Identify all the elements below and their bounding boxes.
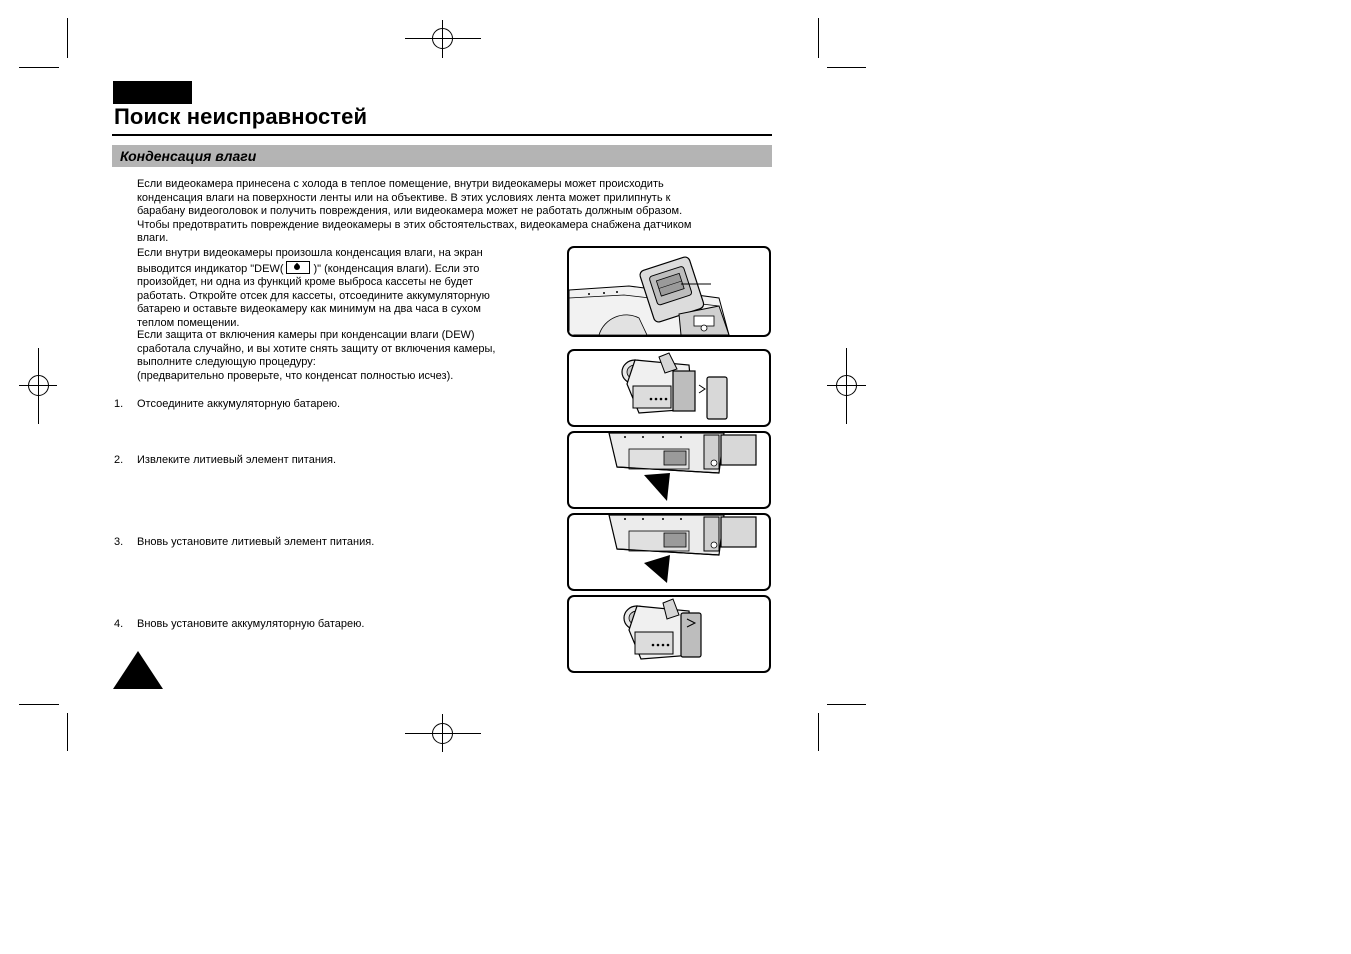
dew-paragraph: [137, 247, 490, 331]
text-line: работать. Откройте отсек для кассеты, отсоедините аккумуляторную: [137, 289, 490, 302]
lithium-battery-compartment-illustration: [567, 431, 771, 509]
text-fragment: выводится индикатор "DEW(: [137, 262, 284, 275]
step-text: Извлеките литиевый элемент питания.: [137, 454, 337, 466]
step-number: 2.: [114, 454, 124, 466]
camcorder-display-illustration: [567, 246, 771, 337]
step-number: 3.: [114, 536, 124, 548]
crop-mark: [19, 67, 59, 68]
text-line: (предварительно проверьте, что конденсат полностью исчез).: [137, 369, 454, 382]
page-title: Поиск неисправностей: [114, 104, 368, 129]
crop-mark: [827, 704, 866, 705]
text-fragment: )" (конденсация влаги). Если это: [313, 262, 480, 275]
crop-mark: [818, 713, 819, 751]
step-number: 4.: [114, 618, 124, 630]
page-corner-marker: [113, 651, 163, 689]
battery-install-illustration: [567, 595, 771, 673]
step-number: 1.: [114, 398, 124, 410]
text-line: конденсация влаги на поверхности ленты или на объективе. В этих условиях лента может прилипнуть к: [137, 191, 671, 204]
dew-drop-icon: [286, 261, 310, 274]
text-line: произойдет, ни одна из функций кроме выброса кассеты не будет: [137, 276, 473, 289]
text-line: Чтобы предотвратить повреждение видеокамеры в этих обстоятельствах, видеокамера снабжена датчиком: [137, 218, 692, 231]
protect-paragraph: [137, 329, 495, 383]
text-line: теплом помещении.: [137, 316, 240, 329]
crop-mark: [67, 18, 68, 58]
crop-mark: [19, 704, 59, 705]
text-line: [137, 261, 490, 277]
text-line: сработала случайно, и вы хотите снять защиту от включения камеры,: [137, 342, 496, 355]
text-line: выполните следующую процедуру:: [137, 356, 316, 369]
step-text: Вновь установите аккумуляторную батарею.: [137, 618, 365, 630]
section-header: [112, 145, 772, 167]
crop-mark: [67, 713, 68, 751]
text-line: барабану видеоголовок и получить повреждения, или видеокамера может не работать должным образом.: [137, 205, 683, 218]
language-tab: [113, 81, 192, 104]
text-line: батарею и оставьте видеокамеру как минимум на два часа в сухом: [137, 303, 481, 316]
text-line: Если внутри видеокамеры произошла конденсация влаги, на экран: [137, 247, 483, 259]
step-text: Отсоедините аккумуляторную батарею.: [137, 398, 341, 410]
text-line: Если видеокамера принесена с холода в теплое помещение, внутри видеокамеры может происходить: [137, 178, 664, 190]
step-text: Вновь установите литиевый элемент питания.: [137, 536, 375, 548]
intro-paragraph: [137, 178, 691, 246]
section-title: Конденсация влаги: [120, 148, 257, 164]
crop-mark: [818, 18, 819, 58]
battery-removal-illustration: [567, 349, 771, 427]
crop-mark: [827, 67, 866, 68]
text-line: влаги.: [137, 232, 169, 245]
title-rule: [112, 134, 772, 136]
lithium-battery-reinstall-illustration: [567, 513, 771, 591]
text-line: Если защита от включения камеры при конденсации влаги (DEW): [137, 329, 475, 341]
